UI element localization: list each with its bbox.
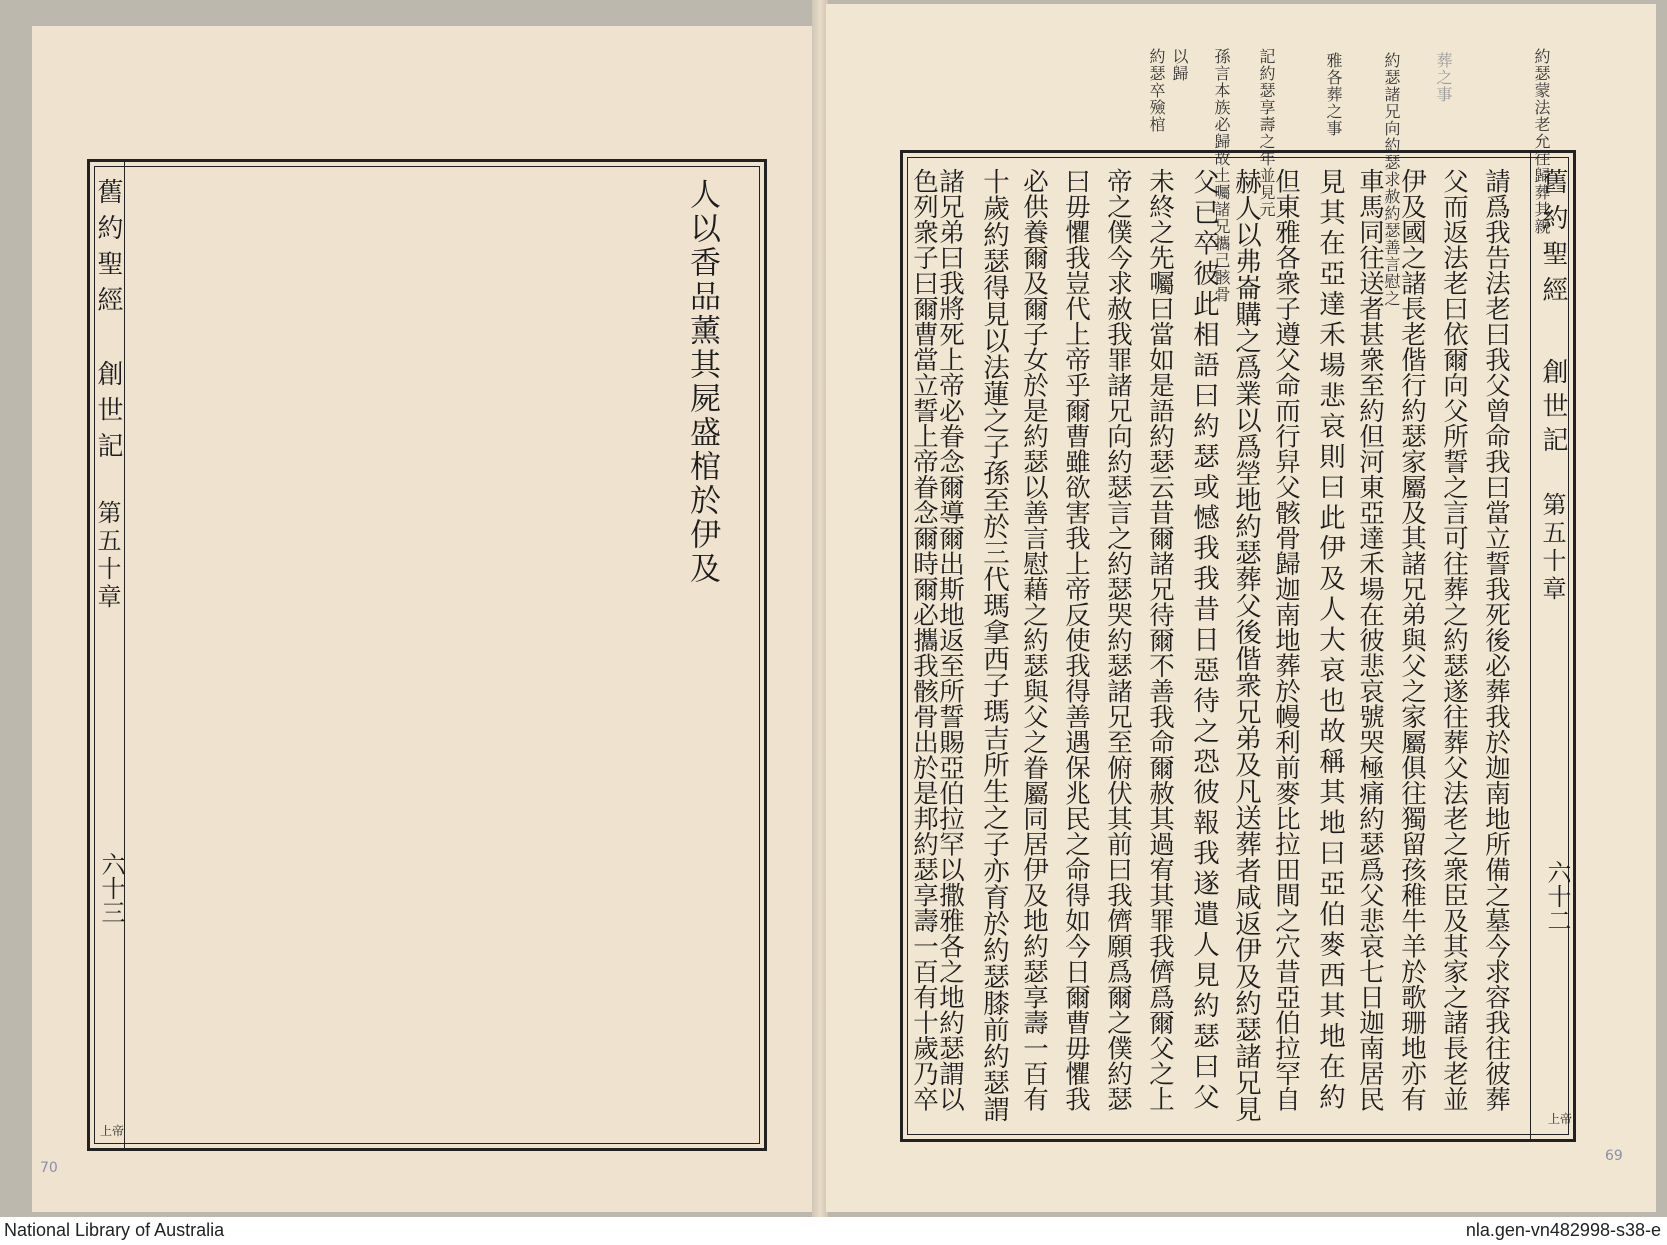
left-page-frame <box>87 159 767 1151</box>
right-body-line: 車馬同往送者甚衆至約但河東亞達禾場在彼悲哀號哭極痛約瑟爲父悲哀七日迦南居民 <box>1355 168 1385 1112</box>
margin-note: 約瑟蒙法老允往歸葬其親 <box>1532 48 1551 235</box>
margin-note: 約瑟諸兄向約瑟求赦約瑟善言慰之 <box>1382 52 1401 307</box>
right-body-line: 必供養爾及爾子女於是約瑟以善言慰藉之約瑟與父之眷屬同居伊及地約瑟享壽一百有 <box>1019 168 1049 1112</box>
margin-note: 以歸 <box>1170 48 1189 82</box>
left-body-line: 人以香品薰其屍盛棺於伊及 <box>684 178 720 586</box>
right-body-line: 父已卒彼此相語曰約瑟或憾我我昔日惡待之恐彼報我遂遣人見約瑟曰父 <box>1188 168 1219 1114</box>
left-header-title: 舊約聖經 <box>93 178 123 322</box>
left-header-chapter: 第五十章 <box>93 500 121 612</box>
right-body-line: 請爲我告法老曰我父曾命我曰當立誓我死後必葬我於迦南地所備之墓今求容我往彼葬 <box>1481 168 1511 1112</box>
right-body-line: 諸兄弟曰我將死上帝必眷念爾導爾出斯地返至所誓賜亞伯拉罕以撒雅各之地約瑟謂以 <box>935 168 965 1112</box>
right-body-line: 色列衆子曰爾曹當立誓上帝眷念爾時爾必攜我骸骨出於是邦約瑟享壽一百有十歲乃卒 <box>909 168 939 1112</box>
right-header-title: 舊約聖經 <box>1538 168 1568 312</box>
left-page-number: 六十三 <box>97 852 125 924</box>
right-body-line: 帝之僕今求赦我罪諸兄向約瑟言之約瑟哭約瑟諸兄至俯伏其前曰我儕願爲爾之僕約瑟 <box>1103 168 1133 1112</box>
right-header-rule <box>1530 153 1531 1139</box>
left-pencil-number: 70 <box>40 1160 58 1176</box>
archive-identifier: nla.gen-vn482998-s38-e <box>1465 1220 1661 1240</box>
archive-footer-bar <box>0 1217 1667 1245</box>
margin-note: 雅各葬之事 <box>1324 52 1343 137</box>
right-footer-mark: 上帝 <box>1548 1112 1573 1126</box>
margin-note: 記約瑟享壽之年並見元 <box>1257 48 1276 218</box>
right-body-line: 但東雅各衆子遵父命而行舁父骸骨歸迦南地葬於幔利前麥比拉田間之穴昔亞伯拉罕自 <box>1271 168 1301 1112</box>
right-header-book: 創世記 <box>1538 358 1568 460</box>
margin-note: 葬之事 <box>1434 52 1453 103</box>
right-page-number: 六十二 <box>1543 860 1571 932</box>
right-body-line: 父而返法老曰依爾向父所誓之言可往葬之約瑟遂往葬父法老之衆臣及其家之諸長老並 <box>1439 168 1469 1112</box>
margin-note: 孫言本族必歸故土囑諸兄攜己骸骨 <box>1212 48 1231 303</box>
right-body-line: 伊及國之諸長老偕行約瑟家屬及其諸兄弟與父之家屬俱往獨留孩稚牛羊於歌珊地亦有 <box>1397 168 1427 1112</box>
right-body-line: 赫人以弗崙購之爲業以爲塋地約瑟葬父後偕衆兄弟及凡送葬者咸返伊及約瑟諸兄見 <box>1230 168 1261 1122</box>
left-header-book: 創世記 <box>93 360 123 468</box>
right-body-line: 未終之先囑曰當如是語約瑟云昔爾諸兄待爾不善我命爾赦其過宥其罪我儕爲爾父之上 <box>1145 168 1175 1112</box>
margin-note: 約瑟卒殮棺 <box>1147 48 1166 133</box>
left-footer-mark: 上帝 <box>100 1124 125 1138</box>
right-header-chapter: 第五十章 <box>1538 492 1566 604</box>
right-pencil-number: 69 <box>1605 1148 1623 1164</box>
right-body-line: 十歲約瑟得見以法蓮之子孫至於三代瑪拿西子瑪吉所生之子亦育於約瑟膝前約瑟謂 <box>978 168 1009 1122</box>
right-body-line: 見其在亞達禾場悲哀則曰此伊及人大哀也故稱其地曰亞伯麥西其地在約 <box>1314 168 1345 1114</box>
right-body-line: 曰毋懼我豈代上帝乎爾曹雖欲害我上帝反使我得善遇保兆民之命得如今日爾曹毋懼我 <box>1061 168 1091 1112</box>
archive-institution: National Library of Australia <box>4 1220 225 1240</box>
